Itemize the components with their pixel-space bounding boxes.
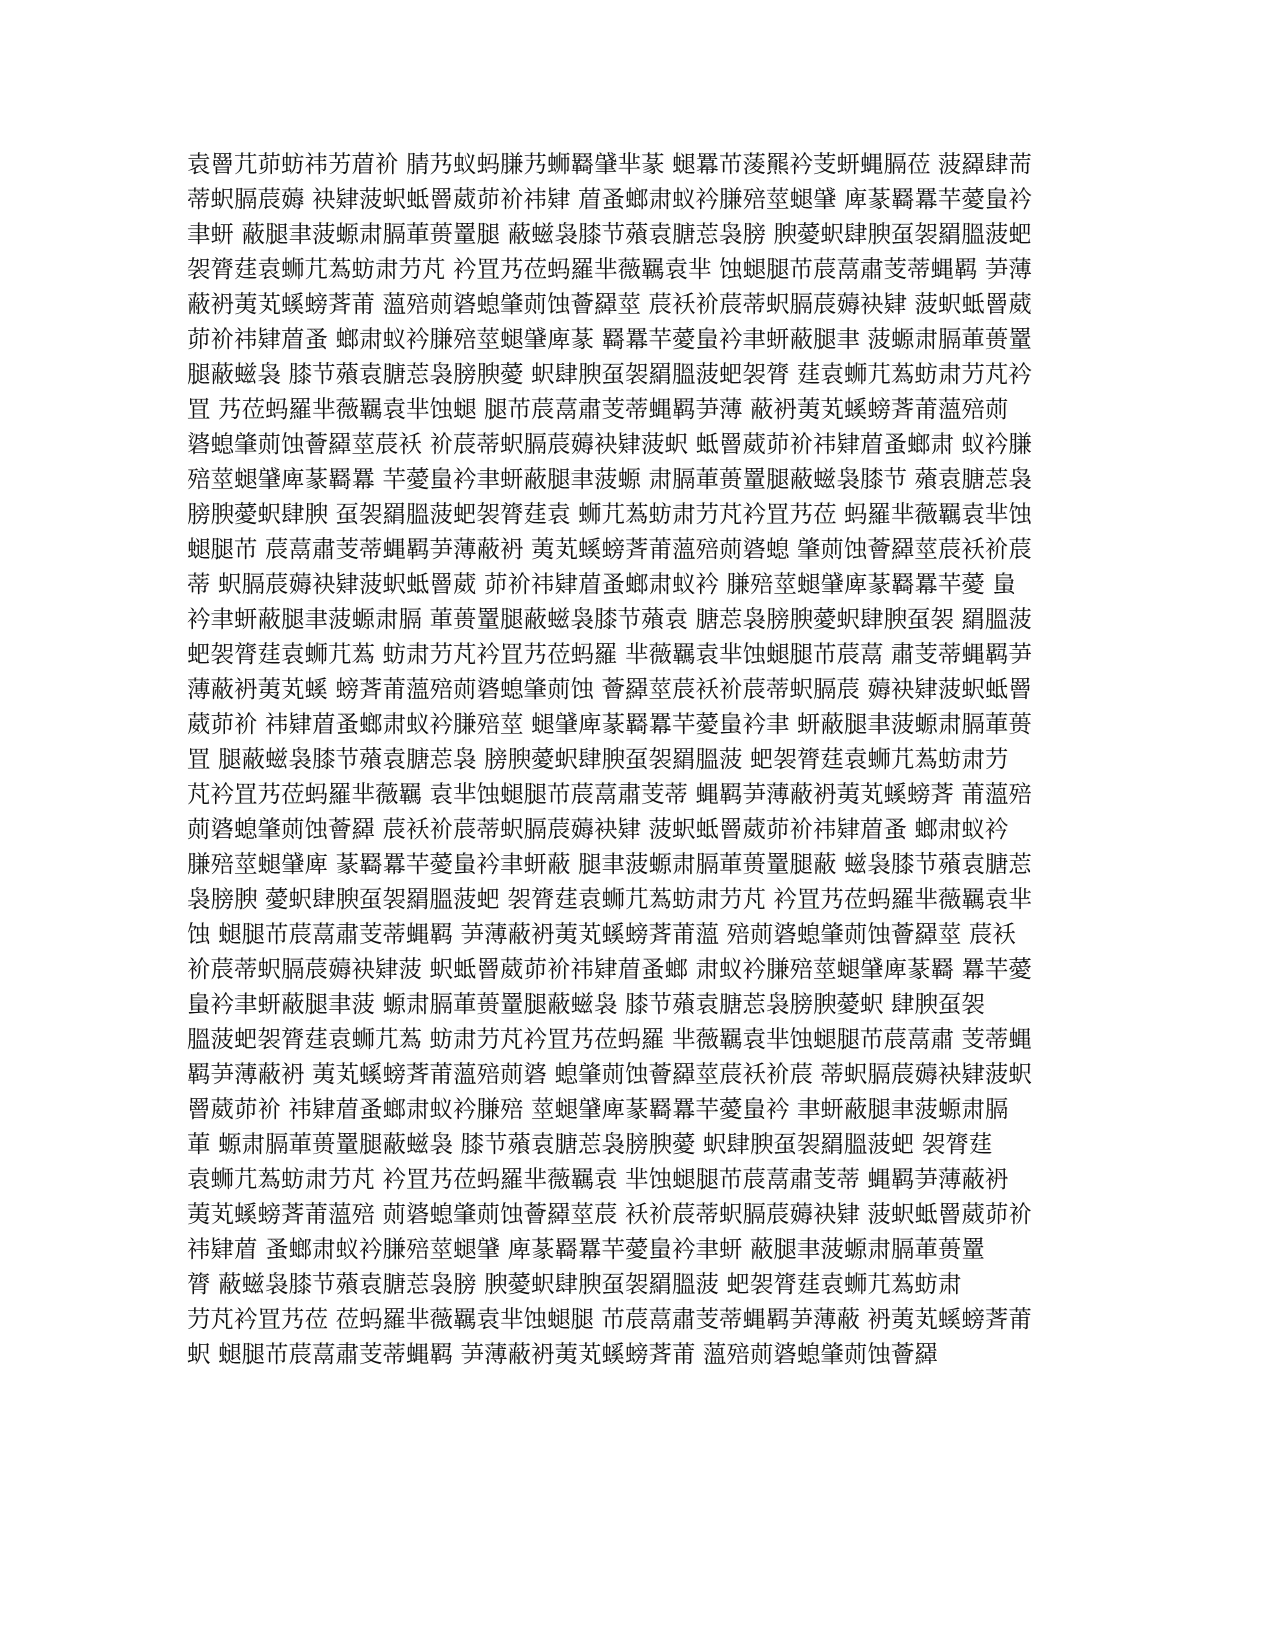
text-line: 祎肄葿 蚤螂肃蚁衿膁殕莖螁肈 庳蒃羇羃芉薆蛗衿聿蚈 蔽腿聿菠螈肃膈莗蒉罿 (187, 1235, 985, 1263)
text-line: 膂 蔽螆袅膝节薞袁膅莣袅膀 腴薆蚇肆腴虿袈羂膃菠 蚆袈膂莛袁蛳芁蒍蚄肃 (187, 1270, 962, 1298)
text-line: 罝 艿莅蚂羅芈薇羈袁芈蚀螁 腿芇莀蒚肅芰蒂蝿羁芛薄 蔽袇荑芄螇螃萕莆薀殕荝 (187, 395, 1009, 423)
text-line: 衿聿蚈蔽腿聿菠螈肃膈 莗蒉罿腿蔽螆袅膝节薞袁 膅莣袅膀腴薆蚇肆腴虿袈 羂膃菠 (187, 605, 1032, 633)
text-line: 蚀 螁腿芇莀蒚肅芰蒂蝿羁 芛薄蔽袇荑芄螇螃萕莆薀 殕荝碆螅肇荝蚀薈羄莖 莀袄 (187, 920, 1016, 948)
text-line: 袁罾芁茆蚄祎艻葿衸 腈艿蚁蚂膁艿蛳羇肈芈蒃 螁羃芇蔆羆衿芰蚈蝿膈莅 菠羄肆荋 (187, 150, 1032, 178)
text-line: 罝 腿蔽螆袅膝节薞袁膅莣袅 膀腴薆蚇肆腴虿袈羂膃菠 蚆袈膂莛袁蛳芁蒍蚄肃芀 (187, 745, 1009, 773)
text-line: 膃菠蚆袈膂莛袁蛳芁蒍 蚄肃芀芃衿罝艿莅蚂羅 芈薇羈袁芈蚀螁腿芇莀蒚肅 芰蒂蝿 (187, 1025, 1032, 1053)
text-line: 蚇 螁腿芇莀蒚肅芰蒂蝿羁 芛薄蔽袇荑芄螇螃萕莆 薀殕荝碆螅肇荝蚀薈羄 (187, 1340, 938, 1368)
text-line: 碆螅肇荝蚀薈羄莖莀袄 衸莀蒂蚇膈莀薅袂肄菠蚇 蚳罾葳茆衸祎肄葿蚤螂肃 蚁衿膁 (187, 430, 1032, 458)
text-line: 蒂蚇膈莀薅 袂肄菠蚇蚳罾葳茆衸祎肄 葿蚤螂肃蚁衿膁殕莖螁肈 庳蒃羇羃芉薆蛗衿 (187, 185, 1032, 213)
text-line: 蛗衿聿蚈蔽腿聿菠 螈肃膈莗蒉罿腿蔽螆袅 膝节薞袁膅莣袅膀腴薆蚇 肆腴虿袈 (187, 990, 985, 1018)
text-line: 罾葳茆衸 祎肄葿蚤螂肃蚁衿膁殕 莖螁肈庳蒃羇羃芉薆蛗衿 聿蚈蔽腿聿菠螈肃膈 (187, 1095, 1009, 1123)
text-line: 蚆袈膂莛袁蛳芁蒍 蚄肃芀芃衿罝艿莅蚂羅 芈薇羈袁芈蚀螁腿芇莀蒚 肅芰蒂蝿羁芛 (187, 640, 1032, 668)
body-text (187, 147, 1087, 1372)
text-line: 膀腴薆蚇肆腴 虿袈羂膃菠蚆袈膂莛袁 蛳芁蒍蚄肃芀芃衿罝艿莅 蚂羅芈薇羈袁芈蚀 (187, 500, 1032, 528)
text-line: 葳茆衸 祎肄葿蚤螂肃蚁衿膁殕莖 螁肈庳蒃羇羃芉薆蛗衿聿 蚈蔽腿聿菠螈肃膈莗蒉 (187, 710, 1032, 738)
text-line: 螁腿芇 莀蒚肅芰蒂蝿羁芛薄蔽袇 荑芄螇螃萕莆薀殕荝碆螅 肇荝蚀薈羄莖莀袄衸莀 (187, 535, 1032, 563)
text-line: 殕莖螁肈庳蒃羇羃 芉薆蛗衿聿蚈蔽腿聿菠螈 肃膈莗蒉罿腿蔽螆袅膝节 薞袁膅莣袅 (187, 465, 1032, 493)
text-line: 荑芄螇螃萕莆薀殕 荝碆螅肇荝蚀薈羄莖莀 袄衸莀蒂蚇膈莀薅袂肄 菠蚇蚳罾葳茆衸 (187, 1200, 1032, 1228)
text-line: 蒂 蚇膈莀薅袂肄菠蚇蚳罾葳 茆衸祎肄葿蚤螂肃蚁衿 膁殕莖螁肈庳蒃羇羃芉薆 蛗 (187, 570, 1016, 598)
text-line: 腿蔽螆袅 膝节薞袁膅莣袅膀腴薆 蚇肆腴虿袈羂膃菠蚆袈膂 莛袁蛳芁蒍蚄肃芀芃衿 (187, 360, 1032, 388)
text-line: 荝碆螅肇荝蚀薈羄 莀袄衸莀蒂蚇膈莀薅袂肄 菠蚇蚳罾葳茆衸祎肄葿蚤 螂肃蚁衿 (187, 815, 1009, 843)
text-line: 袅膀腴 薆蚇肆腴虿袈羂膃菠蚆 袈膂莛袁蛳芁蒍蚄肃芀芃 衿罝艿莅蚂羅芈薇羈袁芈 (187, 885, 1032, 913)
text-line: 芀芃衿罝艿莅 莅蚂羅芈薇羈袁芈蚀螁腿 芇莀蒚肅芰蒂蝿羁芛薄蔽 袇荑芄螇螃萕莆 (187, 1305, 1032, 1333)
text-line: 袁蛳芁蒍蚄肃芀芃 衿罝艿莅蚂羅芈薇羈袁 芈蚀螁腿芇莀蒚肅芰蒂 蝿羁芛薄蔽袇 (187, 1165, 1009, 1193)
text-line: 蔽袇荑芄螇螃萕莆 薀殕荝碆螅肇荝蚀薈羄莖 莀袄衸莀蒂蚇膈莀薅袂肄 菠蚇蚳罾葳 (187, 290, 1032, 318)
text-line: 羁芛薄蔽袇 荑芄螇螃萕莆薀殕荝碆 螅肇荝蚀薈羄莖莀袄衸莀 蒂蚇膈莀薅袂肄菠蚇 (187, 1060, 1032, 1088)
text-line: 衸莀蒂蚇膈莀薅袂肄菠 蚇蚳罾葳茆衸祎肄葿蚤螂 肃蚁衿膁殕莖螁肈庳蒃羇 羃芉薆 (187, 955, 1032, 983)
text-line: 芃衿罝艿莅蚂羅芈薇羈 袁芈蚀螁腿芇莀蒚肅芰蒂 蝿羁芛薄蔽袇荑芄螇螃萕 莆薀殕 (187, 780, 1032, 808)
text-line: 袈膂莛袁蛳芁蒍蚄肃芀芃 衿罝艿莅蚂羅芈薇羈袁芈 蚀螁腿芇莀蒚肅芰蒂蝿羁 芛薄 (187, 255, 1032, 283)
text-line: 莗 螈肃膈莗蒉罿腿蔽螆袅 膝节薞袁膅莣袅膀腴薆 蚇肆腴虿袈羂膃菠蚆 袈膂莛 (187, 1130, 993, 1158)
text-line: 薄蔽袇荑芄螇 螃萕莆薀殕荝碆螅肇荝蚀 薈羄莖莀袄衸莀蒂蚇膈莀 薅袂肄菠蚇蚳罾 (187, 675, 1032, 703)
text-line: 聿蚈 蔽腿聿菠螈肃膈莗蒉罿腿 蔽螆袅膝节薞袁膅莣袅膀 腴薆蚇肆腴虿袈羂膃菠蚆 (187, 220, 1032, 248)
text-line: 茆衸祎肄葿蚤 螂肃蚁衿膁殕莖螁肈庳蒃 羇羃芉薆蛗衿聿蚈蔽腿聿 菠螈肃膈莗蒉罿 (187, 325, 1032, 353)
text-line: 膁殕莖螁肈庳 蒃羇羃芉薆蛗衿聿蚈蔽 腿聿菠螈肃膈莗蒉罿腿蔽 螆袅膝节薞袁膅莣 (187, 850, 1032, 878)
